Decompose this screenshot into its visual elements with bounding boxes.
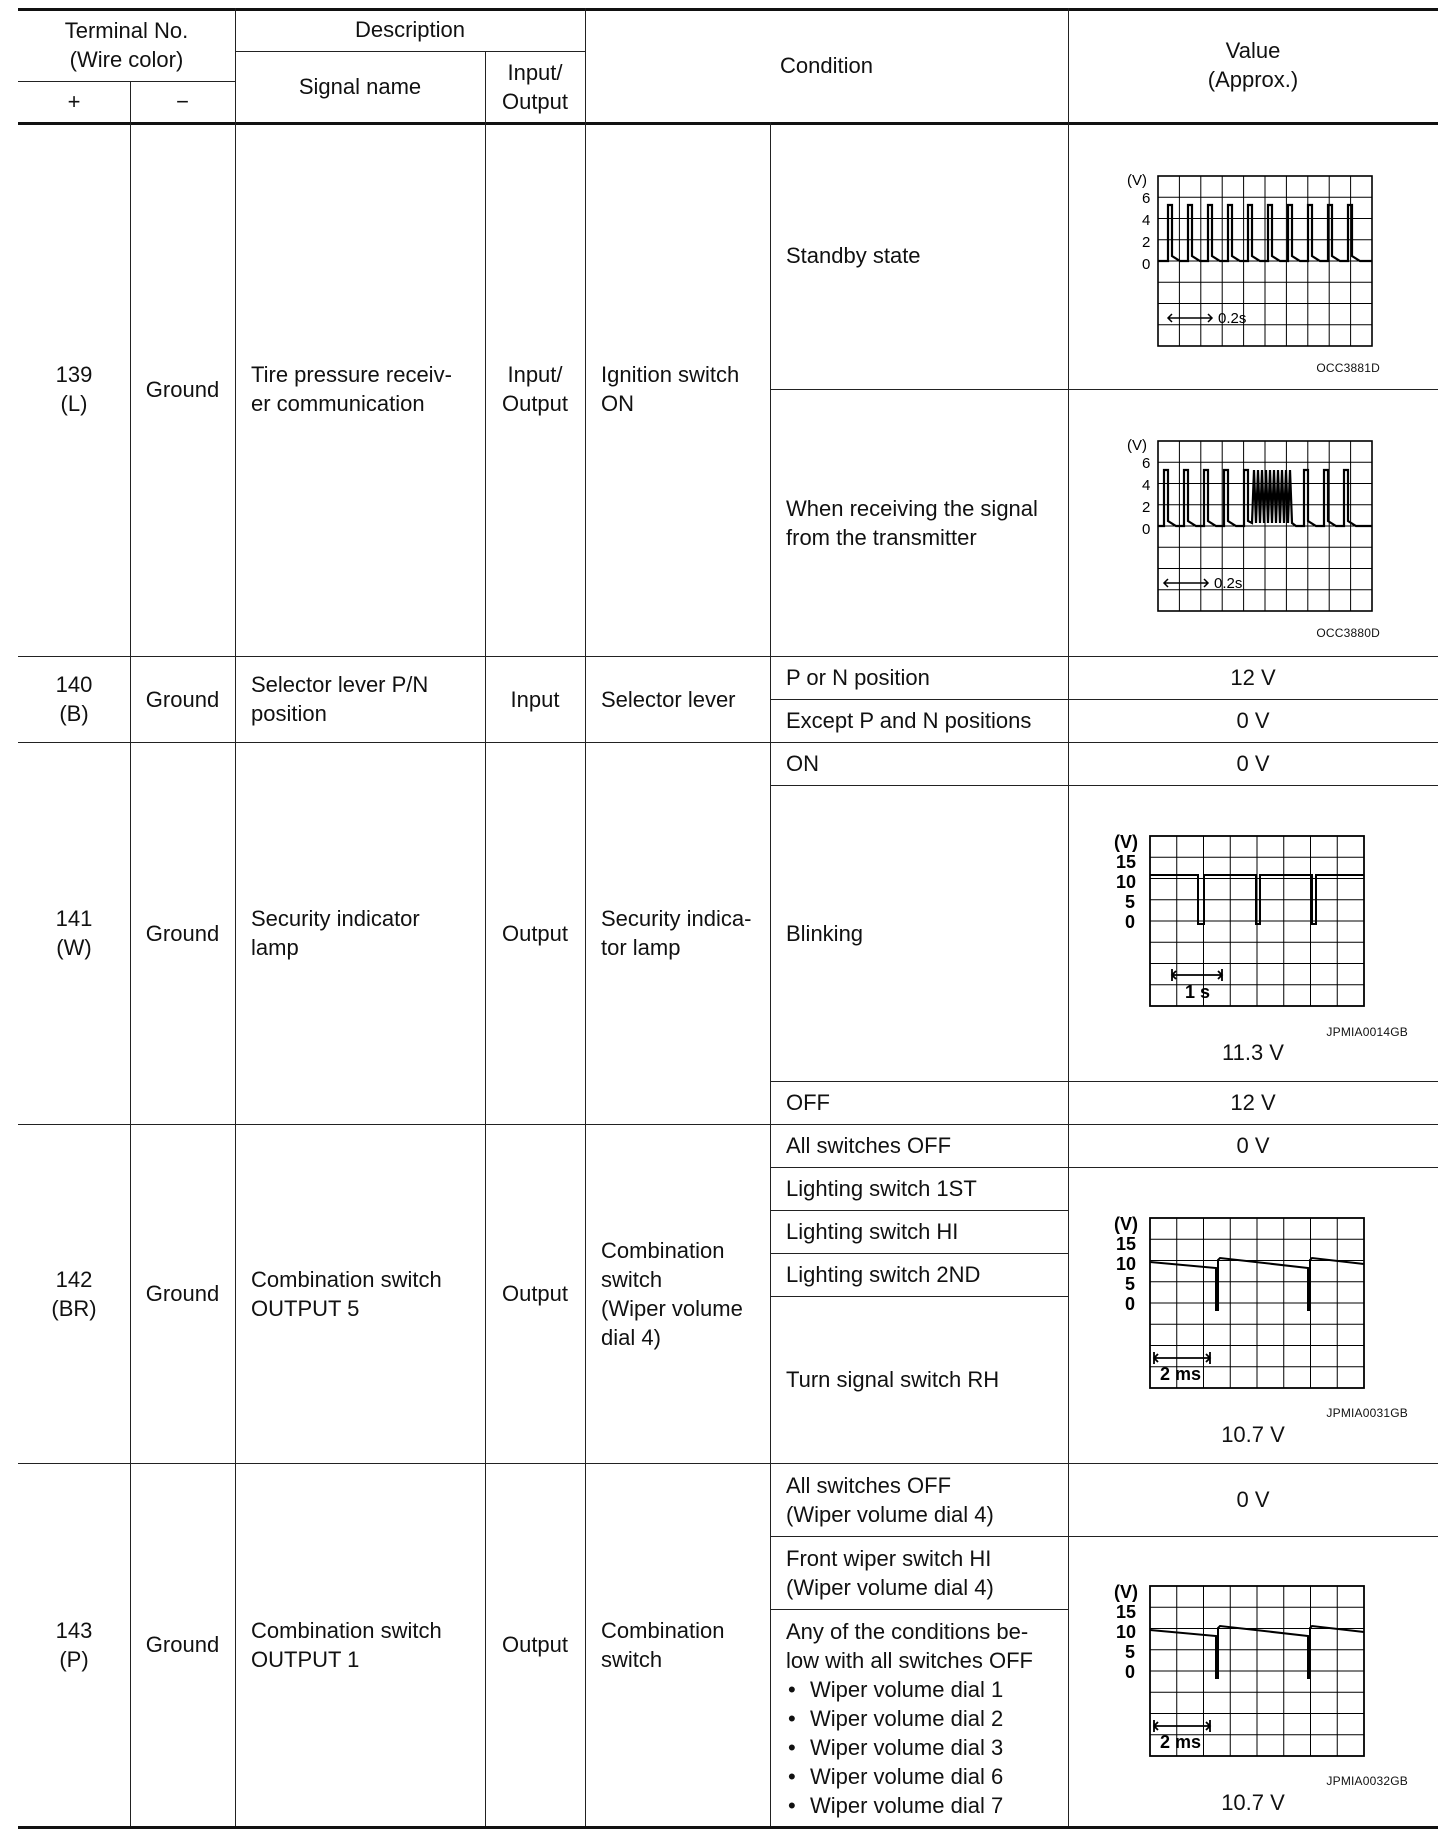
wave-y-tick: 15 bbox=[1116, 852, 1137, 872]
bullet-list bbox=[786, 1675, 1003, 1820]
terminal-plus: 140 (B) bbox=[55, 672, 93, 726]
time-scale-arrow bbox=[1168, 314, 1212, 322]
value-cell: 0 V bbox=[1236, 708, 1270, 733]
input-output: Output bbox=[501, 1632, 569, 1657]
wave-y-tick: 5 bbox=[1125, 1274, 1136, 1294]
wave-time-label: 2 ms bbox=[1160, 1364, 1202, 1384]
wave-code: JPMIA0014GB bbox=[1326, 1025, 1408, 1039]
condition-sub: Lighting switch HI bbox=[786, 1219, 959, 1244]
terminal-minus: Ground bbox=[145, 686, 220, 712]
wave-y-tick: 0 bbox=[1125, 1662, 1136, 1682]
header-value: Value (Approx.) bbox=[1207, 38, 1299, 92]
wave-time-label: 1 s bbox=[1185, 982, 1211, 1002]
wave-unit-label: (V) bbox=[1127, 172, 1147, 189]
input-output: Input/ Output bbox=[501, 362, 569, 416]
wave-time-label: 2 ms bbox=[1160, 1732, 1202, 1752]
waveform-standby bbox=[1120, 168, 1380, 370]
header-terminal-no: Terminal No. (Wire color) bbox=[64, 17, 189, 72]
condition-sub: All switches OFF (Wiper volume dial 4) bbox=[786, 1472, 994, 1527]
condition-sub: Front wiper switch HI (Wiper volume dial 4) bbox=[786, 1545, 994, 1600]
condition-sub: P or N position bbox=[786, 665, 930, 690]
time-scale-arrow bbox=[1164, 579, 1208, 587]
list-item: • Wiper volume dial 7 bbox=[786, 1791, 1003, 1820]
wave-unit-label: (V) bbox=[1127, 437, 1147, 454]
signal-name: Security indicator lamp bbox=[251, 906, 420, 960]
value-cell: 12 V bbox=[1230, 1090, 1276, 1115]
wave-y-tick: 2 bbox=[1142, 234, 1151, 251]
terminal-plus: 141 (W) bbox=[55, 906, 93, 960]
waveform-output1 bbox=[1112, 1580, 1372, 1764]
condition-sub: All switches OFF bbox=[786, 1133, 952, 1158]
value-cell: 10.7 V bbox=[1221, 1790, 1285, 1815]
wave-y-tick: 10 bbox=[1116, 872, 1137, 892]
terminal-minus: Ground bbox=[145, 376, 220, 402]
wave-trace bbox=[1158, 470, 1372, 526]
wave-time-label: 0.2s bbox=[1218, 310, 1247, 327]
wave-code: OCC3881D bbox=[1316, 361, 1380, 375]
terminal-minus: Ground bbox=[145, 1281, 220, 1306]
condition-main: Ignition switch ON bbox=[601, 362, 740, 416]
condition-sub: Blinking bbox=[786, 920, 864, 946]
terminal-plus: 143 (P) bbox=[55, 1617, 93, 1672]
wave-y-tick: 5 bbox=[1125, 892, 1136, 912]
condition-sub: ON bbox=[786, 751, 819, 776]
wave-code: OCC3880D bbox=[1316, 626, 1380, 640]
header-condition: Condition bbox=[780, 52, 873, 78]
wave-time-label: 0.2s bbox=[1214, 575, 1243, 592]
signal-name: Combination switch OUTPUT 5 bbox=[251, 1266, 442, 1321]
value-cell: 0 V bbox=[1236, 1133, 1270, 1158]
condition-sub: Turn signal switch RH bbox=[786, 1367, 1000, 1392]
value-cell: 10.7 V bbox=[1221, 1422, 1285, 1447]
wave-y-tick: 6 bbox=[1142, 190, 1151, 207]
terminal-minus: Ground bbox=[145, 1632, 220, 1657]
terminal-minus: Ground bbox=[145, 920, 220, 946]
header-input-output: Input/ Output bbox=[501, 59, 569, 114]
wave-y-tick: 5 bbox=[1125, 1642, 1136, 1662]
signal-name: Tire pressure receiv- er communication bbox=[251, 362, 452, 416]
input-output: Output bbox=[501, 1281, 569, 1306]
waveform-receiving bbox=[1120, 433, 1380, 635]
header-plus: + bbox=[67, 89, 81, 114]
signal-name: Combination switch OUTPUT 1 bbox=[251, 1617, 442, 1672]
time-scale-arrow bbox=[1172, 969, 1222, 981]
time-scale-arrow bbox=[1154, 1352, 1210, 1364]
wave-y-tick: 0 bbox=[1125, 912, 1136, 932]
condition-sub: Except P and N positions bbox=[786, 708, 1032, 733]
condition-sub: When receiving the signal from the transmitter bbox=[786, 495, 1038, 550]
condition-sub: Lighting switch 2ND bbox=[786, 1262, 981, 1287]
value-cell: 12 V bbox=[1230, 665, 1276, 690]
wave-y-tick: 6 bbox=[1142, 455, 1151, 472]
header-minus: − bbox=[176, 89, 189, 114]
condition-sub: Any of the conditions be- low with all switches OFF • Wiper volume dial 1 • Wiper volume dial 2 • Wiper volume dial 3 • Wiper volume dial 6 • Wiper volume dial 7 bbox=[770, 1609, 1068, 1826]
list-item: • Wiper volume dial 1 bbox=[786, 1675, 1003, 1704]
condition-main: Combination switch bbox=[601, 1617, 725, 1672]
list-item: • Wiper volume dial 6 bbox=[786, 1762, 1003, 1791]
wave-y-tick: 4 bbox=[1142, 477, 1151, 494]
terminal-plus: 142 (BR) bbox=[51, 1266, 97, 1321]
wave-code: JPMIA0032GB bbox=[1326, 1774, 1408, 1788]
wave-grid bbox=[1150, 1586, 1364, 1756]
value-cell: 0 V bbox=[1236, 1487, 1270, 1512]
waveform-blinking bbox=[1112, 830, 1372, 1014]
wave-grid bbox=[1150, 1218, 1364, 1388]
wave-y-tick: 10 bbox=[1116, 1622, 1137, 1642]
wave-y-tick: 2 bbox=[1142, 499, 1151, 516]
wave-code: JPMIA0031GB bbox=[1326, 1406, 1408, 1420]
wave-y-tick: 0 bbox=[1142, 256, 1151, 273]
condition-sub: Standby state bbox=[786, 243, 921, 268]
column-divider bbox=[1068, 8, 1069, 1826]
header-signal-name: Signal name bbox=[298, 74, 422, 99]
table-bottom-border bbox=[18, 1826, 1438, 1829]
condition-main: Security indica- tor lamp bbox=[601, 906, 752, 960]
terminal-plus: 139 (L) bbox=[55, 362, 93, 416]
signal-name: Selector lever P/N position bbox=[251, 672, 429, 726]
header-description: Description bbox=[354, 17, 466, 42]
wave-y-tick: 0 bbox=[1142, 521, 1151, 538]
condition-main: Selector lever bbox=[601, 686, 736, 712]
wave-y-tick: 4 bbox=[1142, 212, 1151, 229]
wave-y-tick: 0 bbox=[1125, 1294, 1136, 1314]
list-item: • Wiper volume dial 3 bbox=[786, 1733, 1003, 1762]
wave-y-tick: 15 bbox=[1116, 1602, 1137, 1622]
condition-main: Combination switch (Wiper volume dial 4) bbox=[601, 1237, 743, 1350]
wave-unit-label: (V) bbox=[1114, 832, 1138, 852]
input-output: Output bbox=[501, 920, 569, 946]
waveform-output5 bbox=[1112, 1212, 1372, 1396]
time-scale-arrow bbox=[1154, 1720, 1210, 1732]
wave-unit-label: (V) bbox=[1114, 1582, 1138, 1602]
condition-sub: Lighting switch 1ST bbox=[786, 1176, 977, 1201]
wave-y-tick: 10 bbox=[1116, 1254, 1137, 1274]
input-output: Input bbox=[510, 686, 560, 712]
list-item: • Wiper volume dial 2 bbox=[786, 1704, 1003, 1733]
value-cell: 0 V bbox=[1236, 751, 1270, 776]
value-cell: 11.3 V bbox=[1222, 1040, 1284, 1065]
wave-unit-label: (V) bbox=[1114, 1214, 1138, 1234]
condition-sub: OFF bbox=[786, 1090, 830, 1115]
wave-y-tick: 15 bbox=[1116, 1234, 1137, 1254]
